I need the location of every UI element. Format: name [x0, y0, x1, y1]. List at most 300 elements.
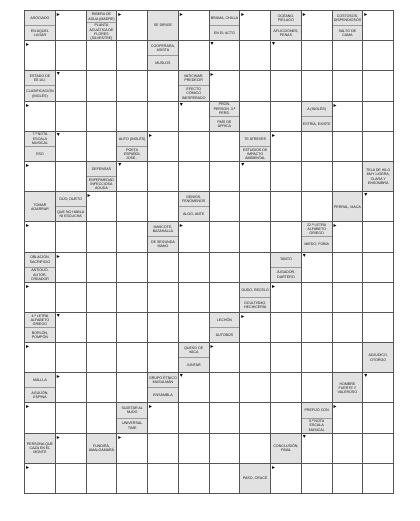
clue-cell: [25, 373, 56, 403]
clue-cell: [86, 11, 117, 41]
clue-box: [179, 343, 209, 372]
grid-row: [25, 463, 394, 493]
answer-cell[interactable]: [117, 463, 148, 493]
clue-box: [240, 464, 270, 493]
grid-row: [25, 101, 394, 131]
answer-cell[interactable]: [117, 11, 148, 41]
clue-text: HOMBRE FUERTE Y VALEROSO: [337, 381, 358, 394]
clue-text: ADJUDICO, OTORGO: [368, 353, 388, 362]
clue-cell: [301, 403, 332, 433]
answer-cell[interactable]: [86, 222, 117, 252]
clue-box: [25, 313, 55, 342]
answer-cell[interactable]: [117, 282, 148, 312]
answer-cell[interactable]: [209, 403, 240, 433]
grid-row: [25, 161, 394, 191]
answer-cell[interactable]: [86, 101, 117, 131]
answer-cell[interactable]: [86, 282, 117, 312]
clue-text: JUGADOR, DARTERO: [271, 267, 301, 282]
answer-cell[interactable]: [86, 71, 117, 101]
clue-cell: [240, 131, 271, 161]
answer-cell[interactable]: [240, 312, 271, 342]
answer-cell[interactable]: [363, 101, 394, 131]
arrow-right-icon: ▸: [241, 312, 245, 320]
arrow-right-icon: ▸: [26, 403, 30, 411]
clue-box: [25, 192, 55, 221]
clue-text: FUNDIRÁ, AMALGAMARÁ: [88, 444, 115, 453]
answer-cell[interactable]: [301, 131, 332, 161]
answer-cell[interactable]: [332, 433, 363, 463]
arrow-right-icon: ▸: [26, 463, 30, 471]
answer-cell[interactable]: [178, 403, 209, 433]
answer-cell[interactable]: [25, 222, 56, 252]
answer-cell[interactable]: [240, 71, 271, 101]
answer-cell[interactable]: [363, 463, 394, 493]
clue-text: COSTOSOS, DISPENDIOSOS: [333, 13, 362, 23]
clue-text: ENFERMEDAD INFECCIOSA AGUDA: [87, 176, 117, 191]
clue-cell: [148, 373, 179, 403]
clue-text: JUNTAR: [179, 357, 209, 372]
answer-cell[interactable]: [271, 192, 302, 222]
answer-cell[interactable]: [271, 161, 302, 191]
clue-cell: [86, 161, 117, 191]
arrow-right-icon: ▸: [118, 11, 122, 18]
answer-cell[interactable]: [86, 192, 117, 222]
answer-cell[interactable]: [55, 343, 86, 373]
clue-cell: [363, 343, 394, 373]
answer-cell[interactable]: [301, 433, 332, 463]
answer-cell[interactable]: [86, 252, 117, 282]
clue-cell: [332, 11, 363, 41]
answer-cell[interactable]: [55, 222, 86, 252]
answer-cell[interactable]: [332, 131, 363, 161]
clue-cell: [240, 282, 271, 312]
arrow-down-icon: ▾: [179, 372, 183, 380]
answer-cell[interactable]: [148, 131, 179, 161]
answer-cell[interactable]: [363, 433, 394, 463]
clue-cell: [332, 373, 363, 403]
clue-text: EFECTO CÓMICO INESPERADO: [179, 85, 209, 100]
answer-cell[interactable]: [117, 312, 148, 342]
answer-cell[interactable]: [271, 131, 302, 161]
answer-cell[interactable]: [86, 343, 117, 373]
arrow-right-icon: ▸: [364, 11, 368, 18]
answer-cell[interactable]: [363, 41, 394, 71]
answer-cell[interactable]: [271, 373, 302, 403]
clue-text: BORLÓN, POMPÓN: [25, 327, 55, 342]
clue-text: QUESO DE VACA: [184, 345, 204, 355]
arrow-down-icon: ▾: [179, 101, 183, 108]
answer-cell[interactable]: [363, 131, 394, 161]
answer-cell[interactable]: [55, 41, 86, 71]
arrow-right-icon: ▸: [302, 11, 306, 18]
answer-cell[interactable]: [55, 101, 86, 131]
answer-cell[interactable]: [117, 373, 148, 403]
clue-box: [148, 41, 178, 70]
arrow-right-icon: ▸: [26, 41, 30, 49]
answer-cell[interactable]: [178, 463, 209, 493]
arrow-down-icon: ▾: [364, 372, 368, 380]
answer-cell[interactable]: [240, 403, 271, 433]
answer-cell[interactable]: [209, 222, 240, 252]
answer-cell[interactable]: [25, 463, 56, 493]
answer-cell[interactable]: [209, 161, 240, 191]
clue-box: [148, 373, 178, 402]
answer-cell[interactable]: [332, 463, 363, 493]
clue-box: [25, 71, 55, 100]
answer-cell[interactable]: [178, 11, 209, 41]
answer-cell[interactable]: [178, 373, 209, 403]
clue-box: [302, 222, 332, 251]
clue-text: RIBERA DE AGUA (MADRE): [88, 12, 115, 21]
answer-cell[interactable]: [178, 131, 209, 161]
answer-cell[interactable]: [240, 343, 271, 373]
clue-box: [87, 434, 117, 463]
clue-cell: [209, 312, 240, 342]
clue-box: [333, 192, 363, 221]
answer-cell[interactable]: [178, 222, 209, 252]
answer-cell[interactable]: [332, 222, 363, 252]
answer-cell[interactable]: [117, 252, 148, 282]
clue-box: [87, 162, 117, 191]
answer-cell[interactable]: [240, 41, 271, 71]
answer-cell[interactable]: [332, 282, 363, 312]
answer-cell[interactable]: [55, 312, 86, 342]
answer-cell[interactable]: [55, 11, 86, 41]
clue-box: [363, 343, 393, 372]
answer-cell[interactable]: [55, 463, 86, 493]
arrow-right-icon: ▸: [210, 343, 214, 351]
answer-cell[interactable]: [301, 373, 332, 403]
clue-box: [148, 11, 178, 40]
answer-cell[interactable]: [271, 403, 302, 433]
answer-cell[interactable]: [148, 252, 179, 282]
answer-cell[interactable]: [86, 312, 117, 342]
answer-cell[interactable]: [240, 192, 271, 222]
answer-cell[interactable]: [55, 131, 86, 161]
answer-cell[interactable]: [148, 433, 179, 463]
answer-cell[interactable]: [271, 41, 302, 71]
answer-cell[interactable]: [240, 252, 271, 282]
clue-text: SUJETAR AL NUDO: [121, 406, 143, 415]
answer-cell[interactable]: [209, 71, 240, 101]
arrow-right-icon: ▸: [26, 161, 30, 169]
answer-cell[interactable]: [117, 433, 148, 463]
answer-cell[interactable]: [25, 282, 56, 312]
answer-cell[interactable]: [117, 343, 148, 373]
clue-text: TOMAR AGARRAR: [30, 202, 49, 211]
clue-text: GRUPO ÉTNICO MUSULMÁN: [149, 376, 177, 385]
answer-cell[interactable]: [240, 101, 271, 131]
clue-text: DUDO, RECELO: [241, 287, 269, 292]
clue-text: VATICINAR, PREDECIR: [183, 74, 204, 83]
answer-cell[interactable]: [148, 403, 179, 433]
clue-text: ALGO, ANTE: [179, 206, 209, 221]
clue-cell: [148, 222, 179, 252]
clue-text: DEFENSAS: [91, 166, 112, 171]
answer-cell[interactable]: [25, 403, 56, 433]
clue-text: 4.ª LETRA ALFABETO GRIEGO: [30, 313, 50, 327]
answer-cell[interactable]: [332, 101, 363, 131]
clue-text: PRON. PERSON. 3.ª PERS.: [213, 102, 236, 115]
grid-row: [25, 373, 394, 403]
answer-cell[interactable]: [209, 373, 240, 403]
clue-text: ESTUDIOS DE IMPACTO AMBIENTAL: [240, 146, 270, 161]
answer-cell[interactable]: [332, 71, 363, 101]
answer-cell[interactable]: [25, 161, 56, 191]
clue-box: [271, 253, 301, 282]
clue-text: TANTO: [279, 257, 292, 262]
answer-cell[interactable]: [301, 41, 332, 71]
answer-cell[interactable]: [117, 192, 148, 222]
clue-text: CONCLUSIÓN, FINAL: [273, 444, 299, 453]
answer-cell[interactable]: [55, 433, 86, 463]
answer-cell[interactable]: [86, 463, 117, 493]
arrow-right-icon: ▸: [333, 222, 337, 230]
clue-text: A (INGLÉS): [307, 106, 327, 111]
clue-text: QUE NO HABLA NI ESCUCHA: [56, 206, 86, 221]
answer-cell[interactable]: [332, 41, 363, 71]
answer-cell[interactable]: [209, 252, 240, 282]
clue-cell: [148, 41, 179, 71]
answer-cell[interactable]: [117, 101, 148, 131]
clue-text: DE SEGUNDA MANO: [148, 236, 178, 251]
arrow-down-icon: ▾: [56, 70, 60, 78]
answer-cell[interactable]: [148, 463, 179, 493]
clue-cell: [117, 403, 148, 433]
answer-cell[interactable]: [363, 403, 394, 433]
answer-cell[interactable]: [271, 343, 302, 373]
answer-cell[interactable]: [148, 101, 179, 131]
answer-cell[interactable]: [25, 41, 56, 71]
clue-text: PERRAL, MACA: [333, 204, 361, 209]
answer-cell[interactable]: [178, 101, 209, 131]
answer-cell[interactable]: [363, 11, 394, 41]
clue-cell: [148, 11, 179, 41]
answer-cell[interactable]: [209, 433, 240, 463]
answer-cell[interactable]: [363, 222, 394, 252]
answer-cell[interactable]: [148, 192, 179, 222]
clue-box: [179, 192, 209, 221]
grid-row: [25, 192, 394, 222]
clue-text: PAÍS DE ÁFRICA: [210, 116, 240, 131]
answer-cell[interactable]: [148, 312, 179, 342]
answer-cell[interactable]: [55, 252, 86, 282]
answer-cell[interactable]: [301, 192, 332, 222]
clue-cell: [25, 192, 56, 222]
clue-text: ESTADO DE EE.UU.: [29, 74, 51, 83]
clue-text: 7.ª NOTA ESCALA MUSICAL: [31, 132, 48, 145]
answer-cell[interactable]: [301, 282, 332, 312]
answer-cell[interactable]: [86, 131, 117, 161]
answer-cell[interactable]: [332, 403, 363, 433]
clue-cell: [209, 11, 240, 41]
answer-cell[interactable]: [25, 101, 56, 131]
clue-text: COOPERARA, ASISTA: [150, 44, 175, 53]
answer-cell[interactable]: [117, 71, 148, 101]
answer-cell[interactable]: [55, 161, 86, 191]
answer-cell[interactable]: [117, 222, 148, 252]
arrow-right-icon: ▸: [118, 433, 122, 441]
answer-cell[interactable]: [271, 222, 302, 252]
answer-cell[interactable]: [55, 282, 86, 312]
arrow-right-icon: ▸: [149, 131, 153, 139]
answer-cell[interactable]: [363, 252, 394, 282]
grid-row: [25, 41, 394, 71]
clue-text: PERSONA QUE CAZA EN EL MONTE: [26, 441, 53, 455]
answer-cell[interactable]: [86, 41, 117, 71]
answer-cell[interactable]: [209, 343, 240, 373]
clue-text: EN EL ACTO: [210, 25, 240, 40]
answer-cell[interactable]: [363, 312, 394, 342]
grid-row: [25, 71, 394, 101]
answer-cell[interactable]: [301, 11, 332, 41]
arrow-down-icon: ▾: [118, 161, 122, 168]
clue-cell: [240, 463, 271, 493]
arrow-right-icon: ▸: [56, 11, 60, 18]
answer-cell[interactable]: [240, 161, 271, 191]
clue-box: [302, 102, 332, 131]
clue-box: [240, 132, 270, 161]
answer-cell[interactable]: [209, 131, 240, 161]
arrow-right-icon: ▸: [56, 433, 60, 441]
clue-cell: [271, 11, 302, 41]
answer-cell[interactable]: [55, 71, 86, 101]
grid-row: [25, 131, 394, 161]
answer-cell[interactable]: [148, 343, 179, 373]
answer-cell[interactable]: [25, 343, 56, 373]
answer-cell[interactable]: [240, 222, 271, 252]
clue-text: OCULTISMO, HECHICERÍA: [240, 297, 270, 312]
clue-text: OBLACIÓN, SACRIFICIO: [29, 255, 51, 264]
answer-cell[interactable]: [271, 282, 302, 312]
clue-text: TE ATREVES: [244, 136, 267, 141]
grid-row: [25, 433, 394, 463]
answer-cell[interactable]: [117, 161, 148, 191]
clue-cell: [209, 101, 240, 131]
answer-cell[interactable]: [209, 192, 240, 222]
clue-text: POETA ESPAÑOL JOSÉ...: [117, 146, 147, 161]
clue-text: ANTIGUO, AUTOR, CREADOR: [25, 267, 55, 282]
clue-text: BRAMA, CHILLA: [210, 15, 239, 20]
answer-cell[interactable]: [209, 463, 240, 493]
answer-cell[interactable]: [86, 403, 117, 433]
arrow-right-icon: ▸: [56, 373, 60, 381]
answer-cell[interactable]: [148, 161, 179, 191]
clue-cell: [55, 192, 86, 222]
clue-cell: [301, 222, 332, 252]
answer-cell[interactable]: [148, 71, 179, 101]
answer-cell[interactable]: [301, 161, 332, 191]
clue-box: [271, 434, 301, 463]
arrow-right-icon: ▸: [333, 101, 337, 109]
answer-cell[interactable]: [209, 282, 240, 312]
answer-cell[interactable]: [363, 71, 394, 101]
answer-cell[interactable]: [301, 71, 332, 101]
clue-box: [210, 102, 240, 131]
clue-text: AUTO (INGLÉS): [118, 136, 146, 141]
answer-cell[interactable]: [271, 312, 302, 342]
clue-text: DÚO, DUETO: [59, 197, 82, 202]
crossword-grid: [24, 10, 394, 494]
clue-box: [210, 313, 240, 342]
arrow-right-icon: ▸: [272, 463, 276, 471]
clue-cell: [25, 131, 56, 161]
answer-cell[interactable]: [209, 41, 240, 71]
answer-cell[interactable]: [332, 161, 363, 191]
clue-cell: [25, 11, 56, 41]
clue-box: [117, 403, 147, 432]
clue-box: [333, 373, 363, 402]
answer-cell[interactable]: [301, 343, 332, 373]
clue-text: AUTOBÚS: [210, 327, 240, 342]
answer-cell[interactable]: [178, 433, 209, 463]
answer-cell[interactable]: [363, 373, 394, 403]
clue-box: [148, 222, 178, 251]
clue-box: [25, 434, 55, 463]
answer-cell[interactable]: [148, 282, 179, 312]
grid-row: [25, 312, 394, 342]
answer-cell[interactable]: [240, 373, 271, 403]
answer-cell[interactable]: [332, 312, 363, 342]
answer-cell[interactable]: [332, 343, 363, 373]
answer-cell[interactable]: [301, 252, 332, 282]
answer-cell[interactable]: [363, 192, 394, 222]
answer-cell[interactable]: [178, 312, 209, 342]
answer-cell[interactable]: [332, 252, 363, 282]
answer-cell[interactable]: [271, 71, 302, 101]
clue-cell: [271, 252, 302, 282]
clue-text: CLASIFICACIÓN (INGLÉS): [25, 85, 55, 100]
arrow-right-icon: ▸: [210, 71, 214, 79]
clue-cell: [178, 192, 209, 222]
grid-row: [25, 282, 394, 312]
answer-cell[interactable]: [178, 161, 209, 191]
clue-text: ENSAMBLA: [148, 387, 178, 402]
arrow-down-icon: ▾: [364, 191, 368, 199]
arrow-down-icon: ▾: [241, 161, 245, 168]
clue-box: [333, 11, 363, 40]
answer-cell[interactable]: [240, 433, 271, 463]
answer-cell[interactable]: [363, 282, 394, 312]
answer-cell[interactable]: [301, 463, 332, 493]
clue-box: [210, 11, 240, 40]
clue-text: AFLICCIONES, PENAS: [271, 25, 301, 40]
clue-cell: [271, 433, 302, 463]
answer-cell[interactable]: [55, 373, 86, 403]
answer-cell[interactable]: [271, 463, 302, 493]
arrow-down-icon: ▾: [272, 40, 276, 48]
clue-text: ESO: [25, 146, 55, 161]
clue-cell: [25, 252, 56, 282]
clue-box: [117, 132, 147, 161]
answer-cell[interactable]: [178, 282, 209, 312]
answer-cell[interactable]: [55, 403, 86, 433]
answer-cell[interactable]: [178, 252, 209, 282]
answer-cell[interactable]: [240, 11, 271, 41]
grid-row: [25, 222, 394, 252]
grid-row: [25, 252, 394, 282]
clue-cell: [178, 343, 209, 373]
clue-text: SALTO DE CAMA: [333, 25, 363, 40]
answer-cell[interactable]: [117, 41, 148, 71]
answer-cell[interactable]: [178, 41, 209, 71]
clue-box: [87, 11, 117, 40]
answer-cell[interactable]: [86, 373, 117, 403]
answer-cell[interactable]: [271, 101, 302, 131]
clue-text: SE DIRIGE: [153, 23, 172, 28]
answer-cell[interactable]: [301, 312, 332, 342]
arrow-right-icon: ▸: [272, 282, 276, 290]
